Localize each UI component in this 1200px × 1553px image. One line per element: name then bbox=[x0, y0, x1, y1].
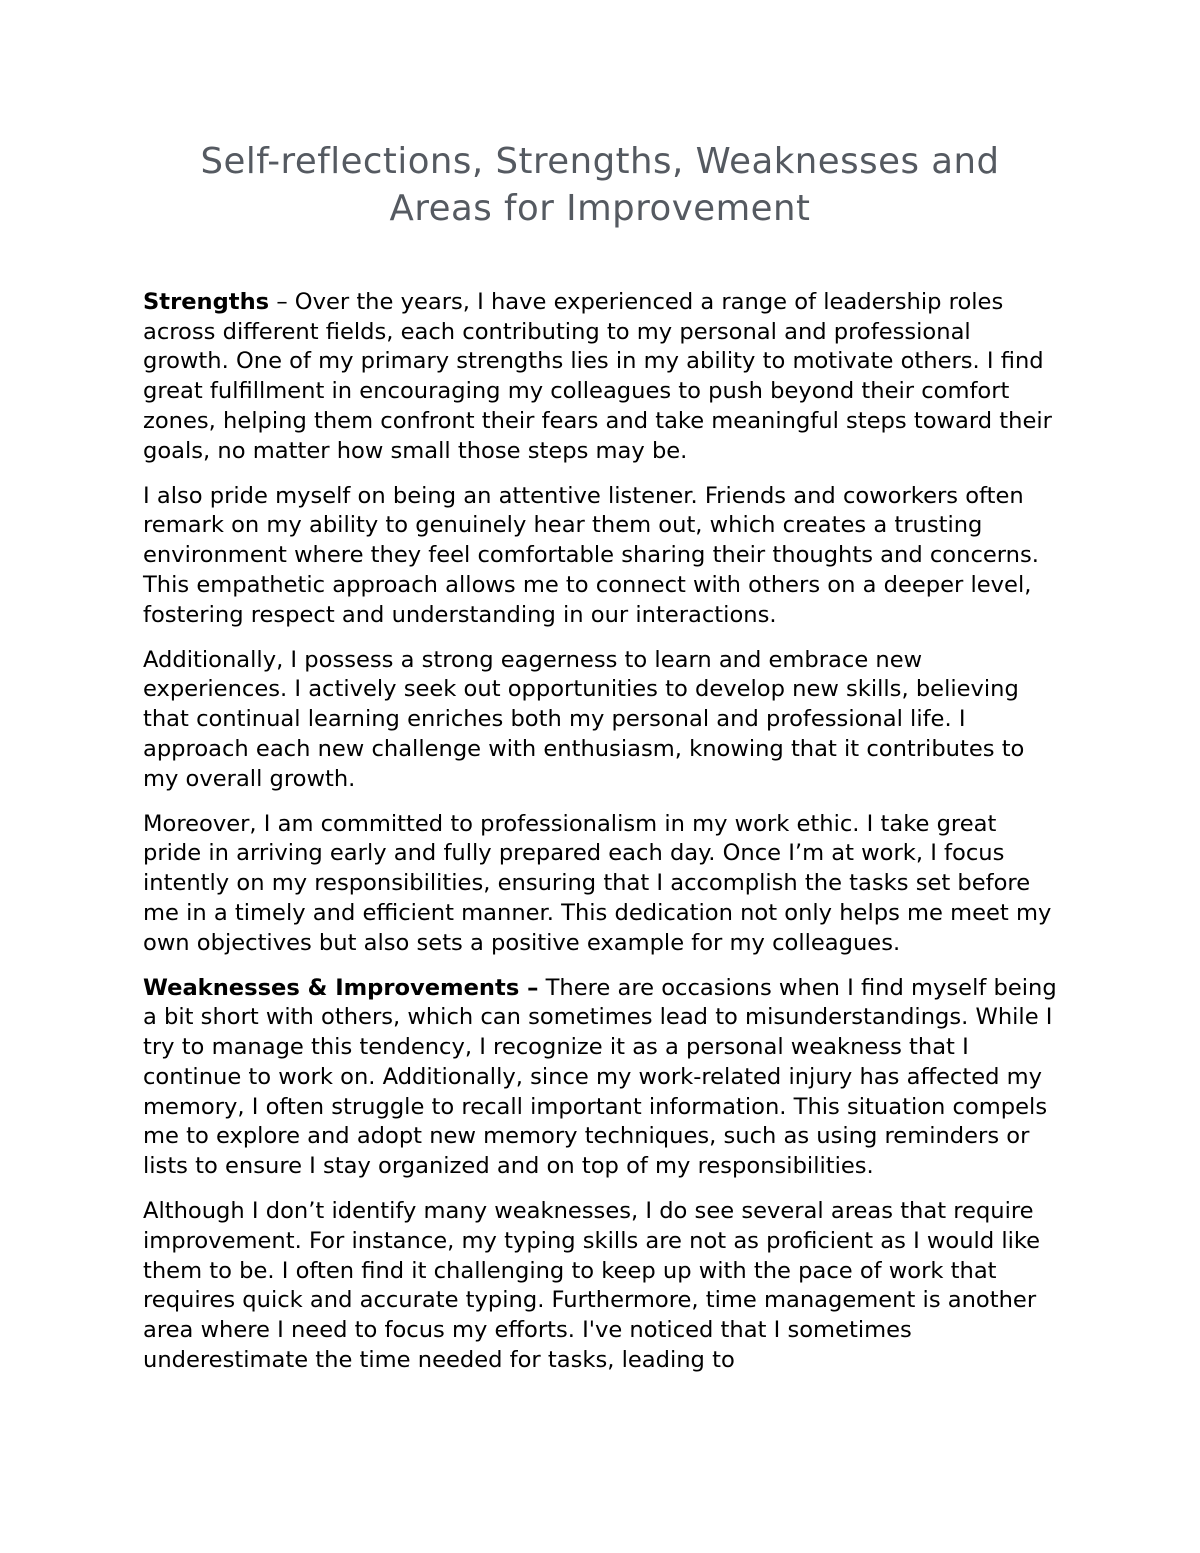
title-line-1: Self-reflections, Strengths, Weaknesses and bbox=[200, 141, 1000, 182]
paragraph-improvements bbox=[143, 1197, 1061, 1375]
title-line-2: Areas for Improvement bbox=[389, 188, 811, 229]
weaknesses-heading: Weaknesses & Improvements – bbox=[143, 974, 539, 1001]
document-body bbox=[143, 288, 1061, 1391]
paragraph-text: I also pride myself on being an attentive listener. Friends and coworkers often remark on my ability to genuinely hear them out, which creates a trusting environment where they feel comfortable sharing their thoughts and concerns. This empathetic approach allows me to connect with others on a deeper level, fostering respect and understanding in our interactions. bbox=[143, 482, 1039, 628]
paragraph-text: – Over the years, I have experienced a range of leadership roles across different fields, each contributing to my personal and professional growth. One of my primary strengths lies in my ability to motivate others. I find great fulfillment in encouraging my colleagues to push beyond their comfort zones, helping them confront their fears and take meaningful steps toward their goals, no matter how small those steps may be. bbox=[143, 289, 1052, 464]
paragraph-listener bbox=[143, 482, 1061, 631]
paragraph-text: Additionally, I possess a strong eagerness to learn and embrace new experiences. I actively seek out opportunities to develop new skills, believing that continual learning enriches both my personal and professional life. I approach each new challenge with enthusiasm, knowing that it contributes to my overall growth. bbox=[143, 646, 1025, 792]
strengths-heading: Strengths bbox=[143, 289, 270, 315]
paragraph-text: Moreover, I am committed to professionalism in my work ethic. I take great pride in arriving early and fully prepared each day. Once I’m at work, I focus intently on my responsibilities, ensuring that I accomplish the tasks set before me in a timely and efficient manner. This dedication not only helps me meet my own objectives but also sets a positive example for my colleagues. bbox=[143, 810, 1052, 956]
paragraph-weaknesses bbox=[143, 974, 1061, 1182]
paragraph-strengths bbox=[143, 288, 1061, 466]
paragraph-text: There are occasions when I find myself being a bit short with others, which can sometimes lead to misunderstandings. While I try to manage this tendency, I recognize it as a personal weakness that I continue to work on. Additionally, since my work-related injury has affected my memory, I often struggle to recall important information. This situation compels me to explore and adopt new memory techniques, such as using reminders or lists to ensure I stay organized and on top of my responsibilities. bbox=[143, 974, 1057, 1179]
document-title bbox=[143, 138, 1057, 232]
paragraph-professionalism bbox=[143, 810, 1061, 959]
paragraph-text: Although I don’t identify many weaknesses, I do see several areas that require improvement. For instance, my typing skills are not as proficient as I would like them to be. I often find it challenging to keep up with the pace of work that requires quick and accurate typing. Furthermore, time management is another area where I need to focus my efforts. I've noticed that I sometimes underestimate the time needed for tasks, leading to bbox=[143, 1198, 1041, 1373]
paragraph-learning bbox=[143, 646, 1061, 795]
